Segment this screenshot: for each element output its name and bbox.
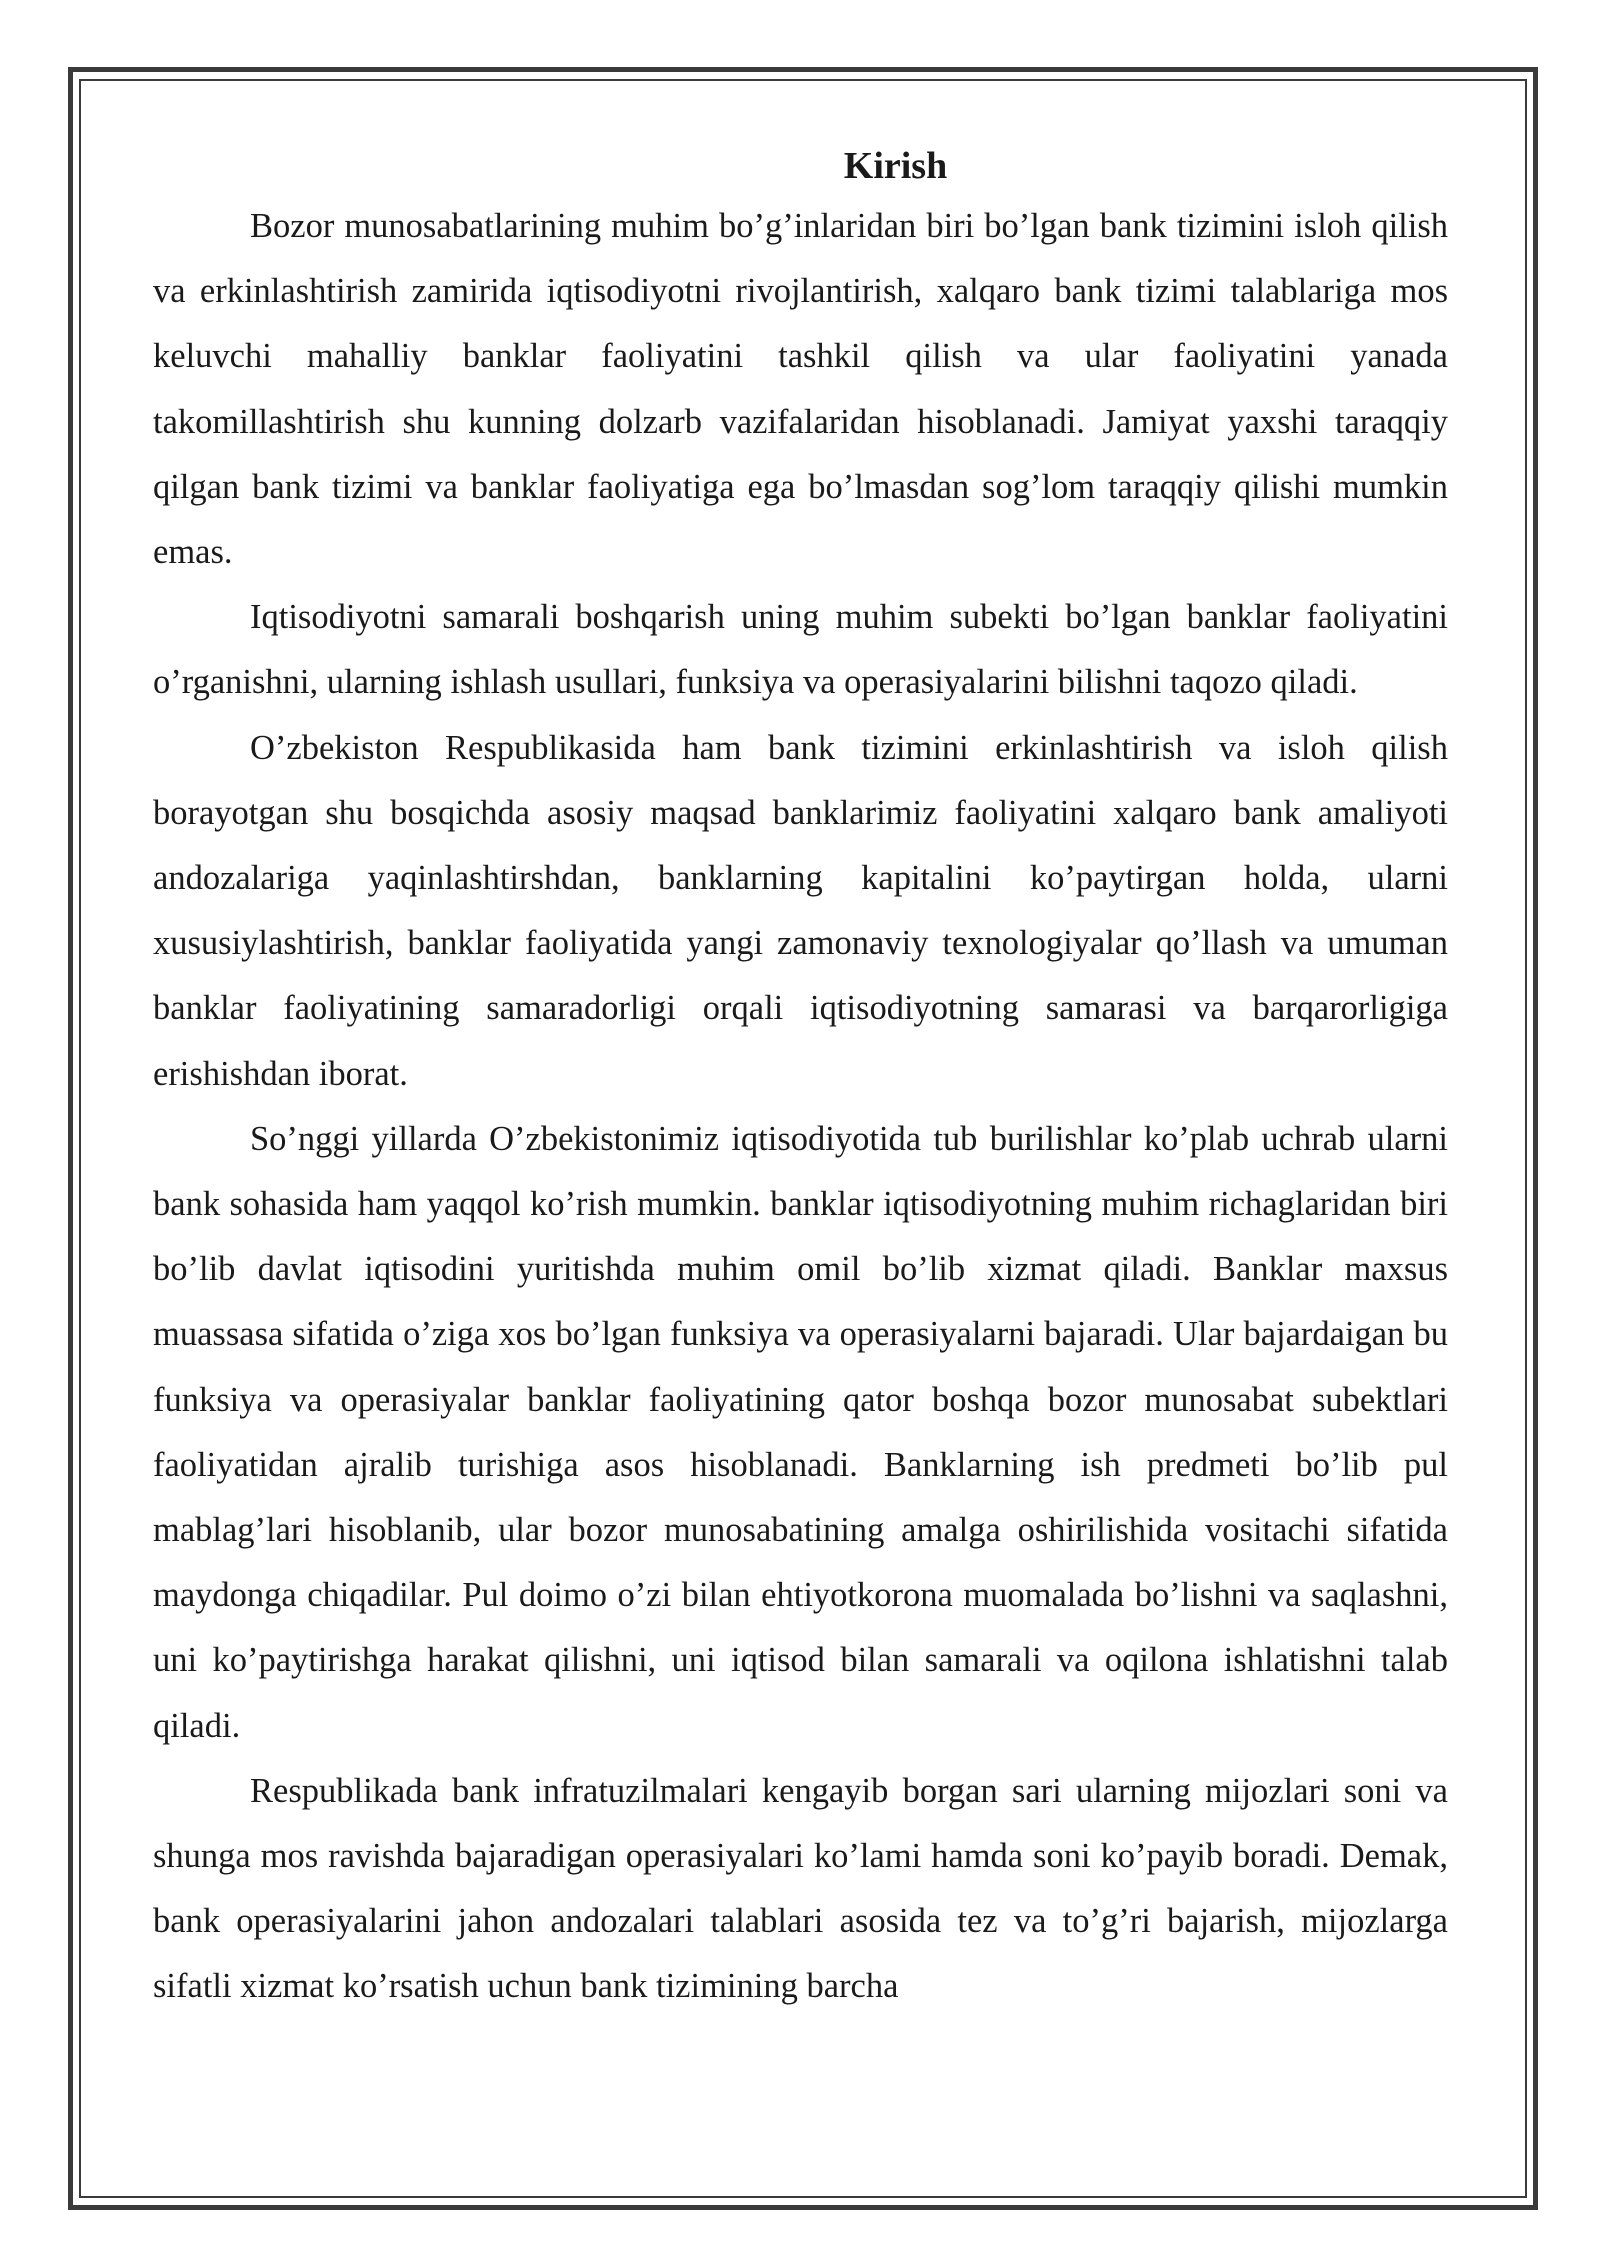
paragraph-1: Bozor munosabatlarining muhim bo’g’inlaridan biri bo’lgan bank tizimini isloh qilish va erkinlashtirish zamirida iqtisodiyotni rivojlantirish, xalqaro bank tizimi talablariga mos keluvchi mahalliy banklar faoliyatini tashkil qilish va ular faoliyatini yanada takomillashtirish shu kunning dolzarb vazifalaridan hisoblanadi. Jamiyat yaxshi taraqqiy qilgan bank tizimi va banklar faoliyatiga ega bo’lmasdan sog’lom taraqqiy qilishi mumkin emas. xyxy=(153,207,1448,572)
document-title: Kirish xyxy=(843,145,948,187)
paragraph-3: O’zbekiston Respublikasida ham bank tizimini erkinlashtirish va isloh qilish borayotgan shu bosqichda asosiy maqsad banklarimiz faoliyatini xalqaro bank amaliyoti andozalariga yaqinlashtirshdan, banklarning kapitalini ko’paytirgan holda, ularni xususiylashtirish, banklar faoliyatida yangi zamonaviy texnologiyalar qo’llash va umuman banklar faoliyatining samaradorligi orqali iqtisodiyotning samarasi va barqarorligiga erishishdan iborat. xyxy=(153,728,1448,1093)
paragraph-2: Iqtisodiyotni samarali boshqarish uning muhim subekti bo’lgan banklar faoliyatini o’rganishni, ularning ishlash usullari, funksiya va operasiyalarini bilishni taqozo qiladi. xyxy=(153,598,1448,702)
paragraph-4: So’nggi yillarda O’zbekistonimiz iqtisodiyotida tub burilishlar ko’plab uchrab ularni bank sohasida ham yaqqol ko’rish mumkin. banklar iqtisodiyotning muhim richaglaridan biri bo’lib davlat iqtisodini yuritishda muhim omil bo’lib xizmat qiladi. Banklar maxsus muassasa sifatida o’ziga xos bo’lgan funksiya va operasiyalarni bajaradi. Ular bajardaigan bu funksiya va operasiyalar banklar faoliyatining qator boshqa bozor munosabat subektlari faoliyatidan ajralib turishiga asos hisoblanadi. Banklarning ish predmeti bo’lib pul mablag’lari hisoblanib, ular bozor munosabatining amalga oshirilishida vositachi sifatida maydonga chiqadilar. Pul doimo o’zi bilan ehtiyotkorona muomalada bo’lishni va saqlashni, uni ko’paytirishga harakat qilishni, uni iqtisod bilan samarali va oqilona ishlatishni talab qiladi. xyxy=(153,1119,1448,1745)
paragraph-5: Respublikada bank infratuzilmalari kengayib borgan sari ularning mijozlari soni va shunga mos ravishda bajaradigan operasiyalari ko’lami hamda soni ko’payib boradi. Demak, bank operasiyalarini jahon andozalari talablari asosida tez va to’g’ri bajarish, mijozlarga sifatli xizmat ko’rsatish uchun bank tizimining barcha xyxy=(153,1771,1448,2006)
document-body xyxy=(153,138,1448,2020)
